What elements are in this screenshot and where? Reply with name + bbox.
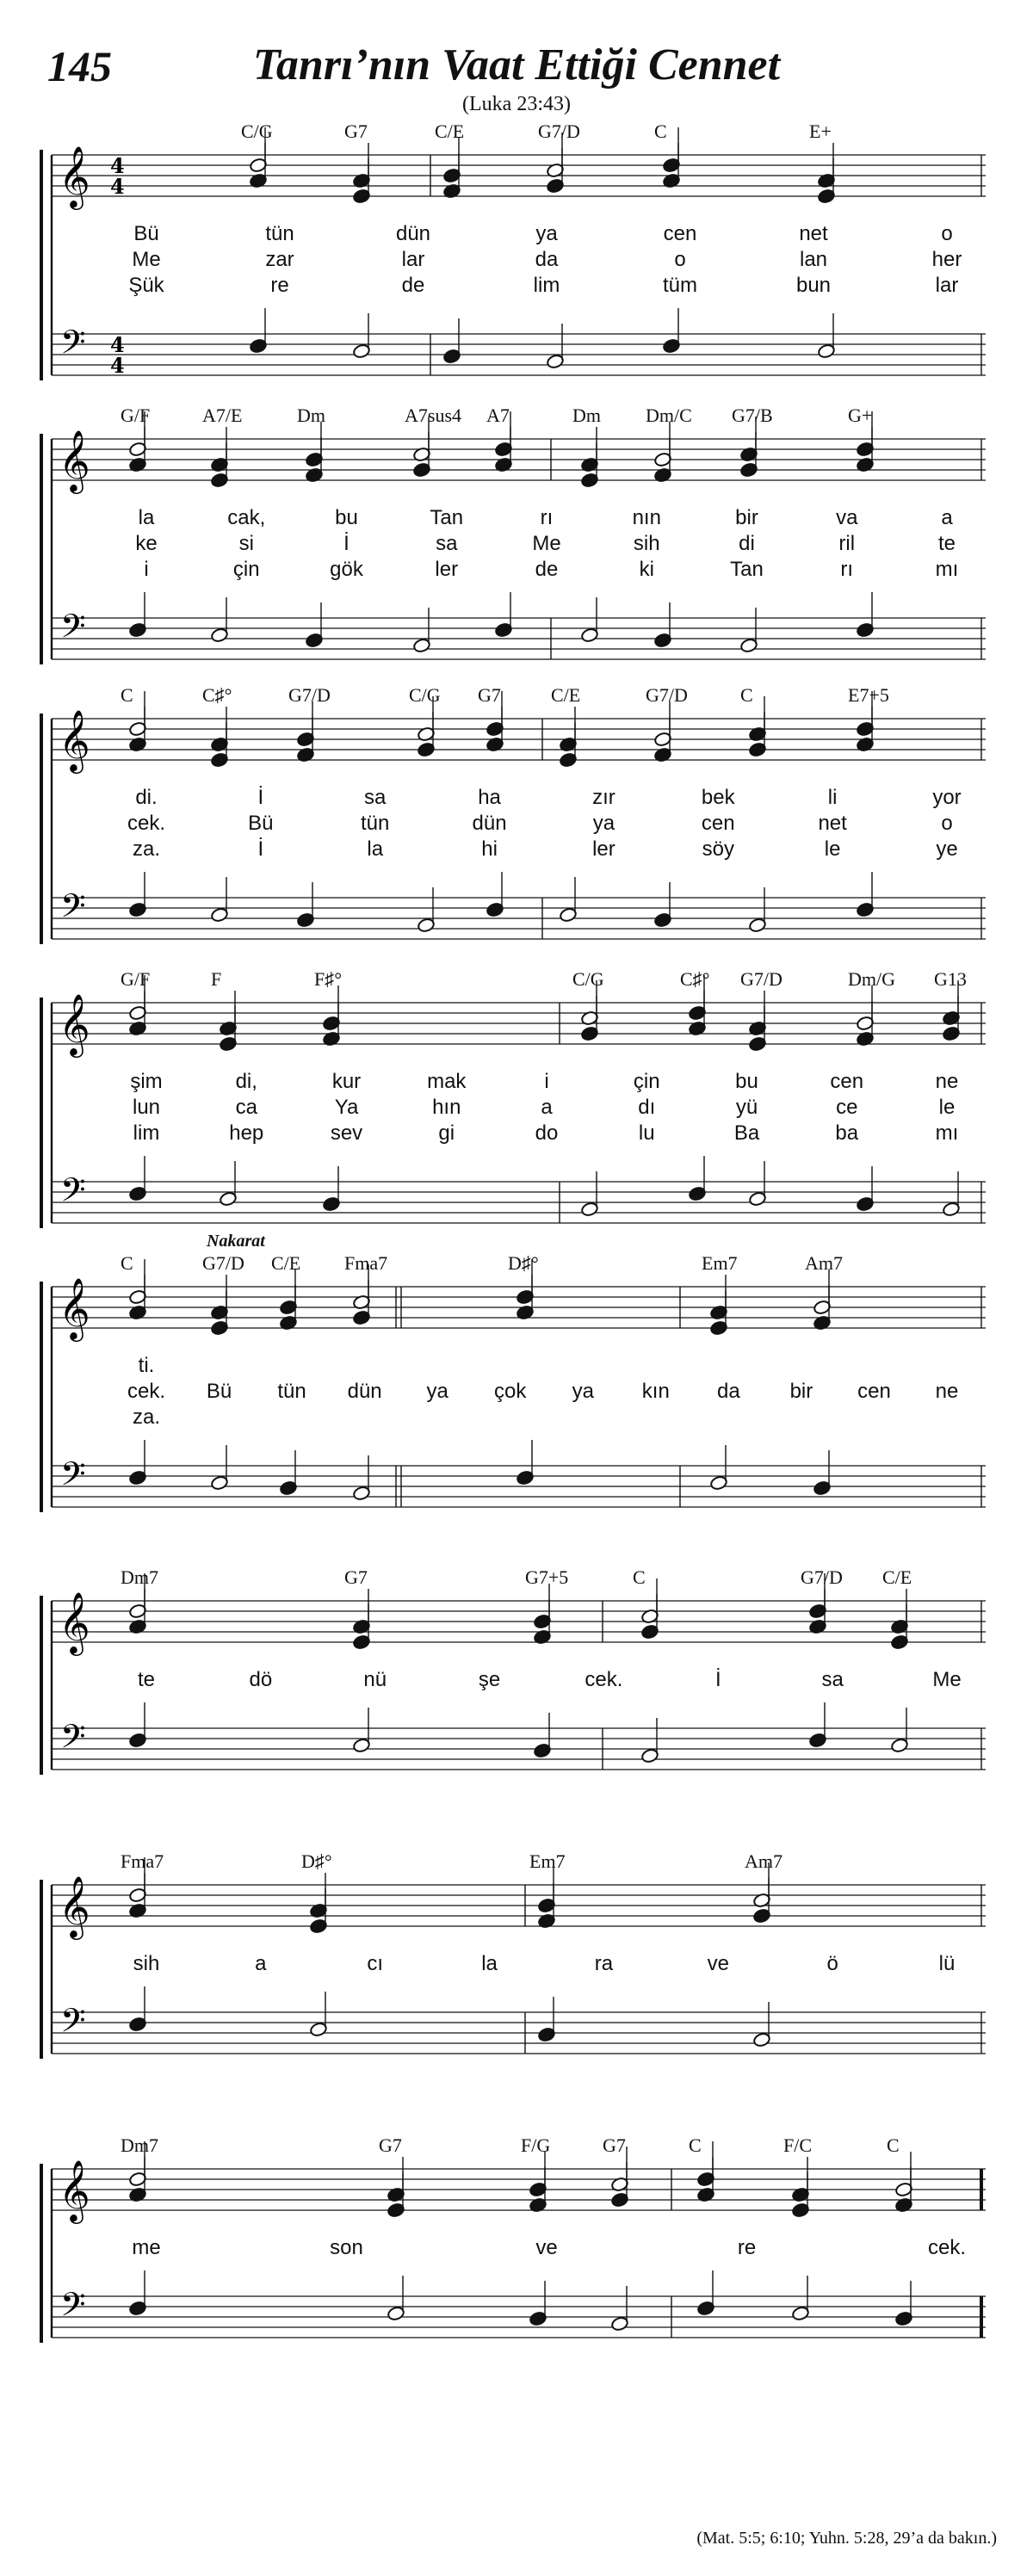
lyric-syllable: gök (330, 558, 363, 581)
lyric-syllable: son (330, 2236, 363, 2259)
treble-clef-icon: 𝄞 (59, 1875, 90, 1937)
lyric-syllable: o (941, 222, 953, 245)
chord-symbol: F/C (783, 2134, 813, 2156)
chord-symbol: Em7 (529, 1850, 566, 1872)
chord-symbol: E+ (809, 120, 832, 142)
lyric-syllable: te (937, 532, 956, 555)
lyric-syllable: cen (857, 1380, 891, 1403)
bass-clef-icon: 𝄢 (60, 323, 86, 369)
treble-clef-icon: 𝄞 (59, 1276, 90, 1339)
treble-clef-icon: 𝄞 (59, 429, 90, 491)
lyric-syllable: bek (701, 786, 735, 809)
chord-symbol: C (121, 684, 133, 706)
lyric-syllable: de (401, 274, 425, 297)
lyric-syllable: ba (835, 1121, 859, 1145)
bass-clef-icon: 𝄢 (60, 1171, 86, 1217)
bass-clef-icon: 𝄢 (60, 2001, 86, 2048)
lyric-syllable: rı (540, 506, 554, 529)
lyric-syllable: Me (532, 532, 561, 555)
lyric-syllable: çin (232, 558, 260, 581)
chord-symbol: G7/D (538, 120, 580, 142)
chord-symbol: G/F (121, 405, 151, 426)
chord-symbol: F/G (521, 2134, 551, 2156)
lyric-syllable: cak, (227, 506, 266, 529)
lyric-syllable: İ (257, 786, 264, 809)
lyric-syllable: çok (494, 1380, 527, 1403)
score-system-5 (0, 1232, 1033, 1554)
lyric-syllable: ve (707, 1952, 729, 1975)
chord-symbol: G7+5 (525, 1566, 569, 1588)
chord-symbol: A7sus4 (405, 405, 462, 426)
chord-symbol: D♯° (301, 1850, 332, 1872)
chord-symbol: Am7 (805, 1252, 843, 1274)
lyric-syllable: hi (481, 837, 498, 861)
lyric-syllable: mak (427, 1070, 467, 1093)
bass-clef-icon: 𝄢 (60, 886, 86, 933)
chord-symbol: C/G (241, 120, 273, 142)
chord-symbol: Dm/G (848, 968, 895, 990)
lyric-syllable: i (544, 1070, 549, 1093)
treble-clef-icon: 𝄞 (59, 992, 90, 1055)
lyric-syllable: cen (701, 812, 735, 835)
lyric-syllable: tün (361, 812, 390, 835)
lyric-syllable: li (827, 786, 838, 809)
lyric-syllable: cen (663, 222, 697, 245)
score-system-7 (0, 1850, 1033, 2126)
lyric-syllable: za. (132, 1405, 161, 1429)
lyric-syllable: hın (432, 1096, 461, 1119)
lyric-syllable: dün (347, 1380, 382, 1403)
lyric-syllable: le (938, 1096, 956, 1119)
lyric-syllable: re (737, 2236, 757, 2259)
lyric-syllable: a (541, 1096, 553, 1119)
lyric-syllable: lim (133, 1121, 160, 1145)
lyric-syllable: hep (229, 1121, 264, 1145)
lyric-syllable: Me (932, 1668, 962, 1691)
lyric-syllable: kın (641, 1380, 670, 1403)
chord-symbol: Am7 (745, 1850, 782, 1872)
lyric-syllable: İ (257, 837, 264, 861)
treble-clef-icon: 𝄞 (59, 708, 90, 771)
lyric-syllable: şe (478, 1668, 501, 1691)
lyric-syllable: la (367, 837, 384, 861)
staff-graphics (0, 1566, 1033, 1842)
hymn-title: Tanrı’nın Vaat Ettiği Cennet (252, 40, 781, 90)
chord-symbol: E7+5 (848, 684, 889, 706)
chord-symbol: Dm/C (646, 405, 692, 426)
lyric-syllable: cı (367, 1952, 384, 1975)
lyric-syllable: ya (572, 1380, 594, 1403)
lyric-syllable: Bü (248, 812, 274, 835)
chord-symbol: A7/E (202, 405, 243, 426)
lyric-syllable: sa (364, 786, 387, 809)
lyric-syllable: çin (633, 1070, 660, 1093)
lyric-syllable: ce (836, 1096, 858, 1119)
lyric-syllable: la (138, 506, 155, 529)
lyric-syllable: Şük (128, 274, 164, 297)
lyric-syllable: sih (633, 532, 660, 555)
chord-symbol: G13 (934, 968, 967, 990)
lyric-syllable: net (818, 812, 847, 835)
score-system-3 (0, 684, 1033, 960)
chord-symbol: C (121, 1252, 133, 1274)
lyric-syllable: cek. (585, 1668, 623, 1691)
chord-symbol: A7 (486, 405, 510, 426)
chord-symbol: C/G (572, 968, 604, 990)
score-system-2 (0, 405, 1033, 680)
lyric-syllable: dö (249, 1668, 273, 1691)
lyric-syllable: bu (735, 1070, 758, 1093)
lyric-syllable: tün (265, 222, 294, 245)
lyric-syllable: te (137, 1668, 156, 1691)
lyric-syllable: bir (735, 506, 758, 529)
chord-symbol: G7/B (732, 405, 773, 426)
chord-symbol: C/E (882, 1566, 912, 1588)
lyric-syllable: di. (135, 786, 158, 809)
lyric-syllable: sa (436, 532, 458, 555)
lyric-syllable: kur (331, 1070, 362, 1093)
lyric-syllable: ra (594, 1952, 614, 1975)
chord-symbol: C (633, 1566, 646, 1588)
lyric-syllable: Tan (730, 558, 764, 581)
chord-symbol: G7 (478, 684, 501, 706)
chord-symbol: G7/D (288, 684, 331, 706)
lyric-syllable: İ (714, 1668, 721, 1691)
lyric-syllable: nü (363, 1668, 387, 1691)
chord-symbol: F♯° (314, 968, 343, 990)
time-signature-bottom: 4 (110, 353, 125, 378)
lyric-syllable: bu (335, 506, 358, 529)
chord-symbol: G7/D (801, 1566, 843, 1588)
lyric-syllable: dı (638, 1096, 656, 1119)
score-system-6 (0, 1566, 1033, 1842)
staff-graphics (0, 1850, 1033, 2126)
lyric-syllable: va (836, 506, 858, 529)
hymn-header (0, 0, 1033, 129)
lyric-syllable: ö (826, 1952, 838, 1975)
lyric-syllable: net (799, 222, 828, 245)
lyric-syllable: dün (472, 812, 507, 835)
lyric-syllable: me (132, 2236, 161, 2259)
lyric-syllable: Ya (334, 1096, 359, 1119)
lyric-syllable: yü (735, 1096, 758, 1119)
chord-symbol: G7/D (646, 684, 688, 706)
lyric-syllable: o (941, 812, 953, 835)
lyric-syllable: ke (135, 532, 158, 555)
lyric-syllable: ler (592, 837, 615, 861)
lyric-syllable: za. (132, 837, 161, 861)
time-signature-top: 4 (110, 153, 125, 178)
bass-clef-icon: 𝄢 (60, 1717, 86, 1764)
time-signature-top: 4 (110, 332, 125, 357)
lyric-syllable: sih (133, 1952, 160, 1975)
lyric-syllable: şim (130, 1070, 163, 1093)
lyric-syllable: zar (265, 248, 294, 271)
lyric-syllable: Bü (133, 222, 159, 245)
lyric-syllable: cek. (127, 812, 166, 835)
chord-symbol: F (211, 968, 222, 990)
treble-clef-icon: 𝄞 (59, 145, 90, 207)
chord-symbol: C (740, 684, 753, 706)
lyric-syllable: tün (277, 1380, 306, 1403)
chord-symbol: D♯° (508, 1252, 539, 1274)
lyric-syllable: Tan (430, 506, 464, 529)
chord-symbol: G7 (603, 2134, 626, 2156)
chord-symbol: C/E (551, 684, 581, 706)
lyric-syllable: ya (426, 1380, 448, 1403)
bass-clef-icon: 𝄢 (60, 2285, 86, 2332)
lyric-syllable: cek. (127, 1380, 166, 1403)
lyric-syllable: la (481, 1952, 498, 1975)
lyric-syllable: lun (132, 1096, 161, 1119)
chord-symbol: G7 (344, 120, 368, 142)
chord-symbol: C (689, 2134, 702, 2156)
lyric-syllable: ne (935, 1380, 959, 1403)
bass-clef-icon: 𝄢 (60, 1455, 86, 1501)
lyric-syllable: bir (789, 1380, 813, 1403)
chord-symbol: Fma7 (344, 1252, 388, 1274)
lyric-syllable: bun (795, 274, 832, 297)
chord-symbol: Dm7 (121, 1566, 158, 1588)
score-system-8 (0, 2134, 1033, 2462)
chord-symbol: G+ (848, 405, 873, 426)
lyric-syllable: söy (702, 837, 734, 861)
lyric-syllable: cen (830, 1070, 864, 1093)
hymn-number: 145 (47, 42, 112, 90)
lyric-syllable: da (535, 248, 559, 271)
staff-graphics (0, 2134, 1033, 2462)
lyric-syllable: le (824, 837, 841, 861)
lyric-syllable: lu (638, 1121, 655, 1145)
time-signature-bottom: 4 (110, 174, 125, 199)
chord-symbol: Fma7 (121, 1850, 164, 1872)
lyric-syllable: re (270, 274, 289, 297)
lyric-syllable: i (144, 558, 149, 581)
lyric-syllable: di, (235, 1070, 257, 1093)
lyric-syllable: sa (821, 1668, 844, 1691)
footer-references: (Mat. 5:5; 6:10; Yuhn. 5:28, 29’a da bakın.) (696, 2529, 997, 2548)
lyric-syllable: di (739, 532, 755, 555)
lyric-syllable: mı (935, 558, 959, 581)
lyric-syllable: ha (478, 786, 501, 809)
lyric-syllable: a (255, 1952, 267, 1975)
chord-symbol: Em7 (702, 1252, 738, 1274)
lyric-syllable: yor (932, 786, 962, 809)
lyric-syllable: ya (592, 812, 615, 835)
lyric-syllable: ki (639, 558, 654, 581)
refrain-label: Nakarat (207, 1232, 265, 1251)
lyric-syllable: lar (401, 248, 425, 271)
lyric-syllable: do (535, 1121, 559, 1145)
lyric-syllable: mı (935, 1121, 959, 1145)
chord-symbol: C/G (409, 684, 441, 706)
lyric-syllable: Me (132, 248, 161, 271)
lyric-syllable: tüm (662, 274, 698, 297)
lyric-syllable: a (941, 506, 953, 529)
treble-clef-icon: 𝄞 (59, 2159, 90, 2221)
score-system-1 (0, 120, 1033, 396)
lyric-syllable: ya (535, 222, 558, 245)
chord-symbol: G7 (344, 1566, 368, 1588)
lyric-syllable: ve (535, 2236, 558, 2259)
lyric-syllable: nın (632, 506, 661, 529)
lyric-syllable: her (931, 248, 962, 271)
lyric-syllable: Ba (733, 1121, 760, 1145)
lyric-syllable: lü (938, 1952, 956, 1975)
lyric-syllable: ti. (138, 1354, 155, 1377)
lyric-syllable: gi (438, 1121, 455, 1145)
lyric-syllable: zır (592, 786, 615, 809)
lyric-syllable: lar (935, 274, 959, 297)
chord-symbol: G/F (121, 968, 151, 990)
chord-symbol: G7 (379, 2134, 402, 2156)
treble-clef-icon: 𝄞 (59, 1591, 90, 1653)
lyric-syllable: o (674, 248, 686, 271)
lyric-syllable: Bü (206, 1380, 232, 1403)
lyric-syllable: İ (343, 532, 349, 555)
lyric-syllable: ler (435, 558, 459, 581)
lyric-syllable: ne (935, 1070, 959, 1093)
lyric-syllable: rı (840, 558, 854, 581)
lyric-syllable: ca (235, 1096, 257, 1119)
lyric-syllable: da (717, 1380, 740, 1403)
lyric-syllable: lan (799, 248, 828, 271)
chord-symbol: G7/D (202, 1252, 244, 1274)
lyric-syllable: de (535, 558, 559, 581)
chord-symbol: C♯° (680, 968, 710, 990)
chord-symbol: C♯° (202, 684, 232, 706)
lyric-syllable: cek. (927, 2236, 967, 2259)
lyric-syllable: ril (838, 532, 856, 555)
chord-symbol: C (654, 120, 667, 142)
lyric-syllable: sev (330, 1121, 363, 1145)
lyric-syllable: lim (533, 274, 560, 297)
scripture-reference: (Luka 23:43) (462, 93, 571, 115)
chord-symbol: G7/D (740, 968, 782, 990)
chord-symbol: Dm7 (121, 2134, 158, 2156)
lyric-syllable: si (238, 532, 254, 555)
lyric-syllable: ye (936, 837, 958, 861)
chord-symbol: Dm (572, 405, 601, 426)
score-system-4 (0, 968, 1033, 1244)
chord-symbol: C/E (271, 1252, 301, 1274)
chord-symbol: Dm (297, 405, 325, 426)
chord-symbol: C/E (435, 120, 465, 142)
lyric-syllable: dün (395, 222, 431, 245)
bass-clef-icon: 𝄢 (60, 607, 86, 653)
chord-symbol: C (887, 2134, 900, 2156)
